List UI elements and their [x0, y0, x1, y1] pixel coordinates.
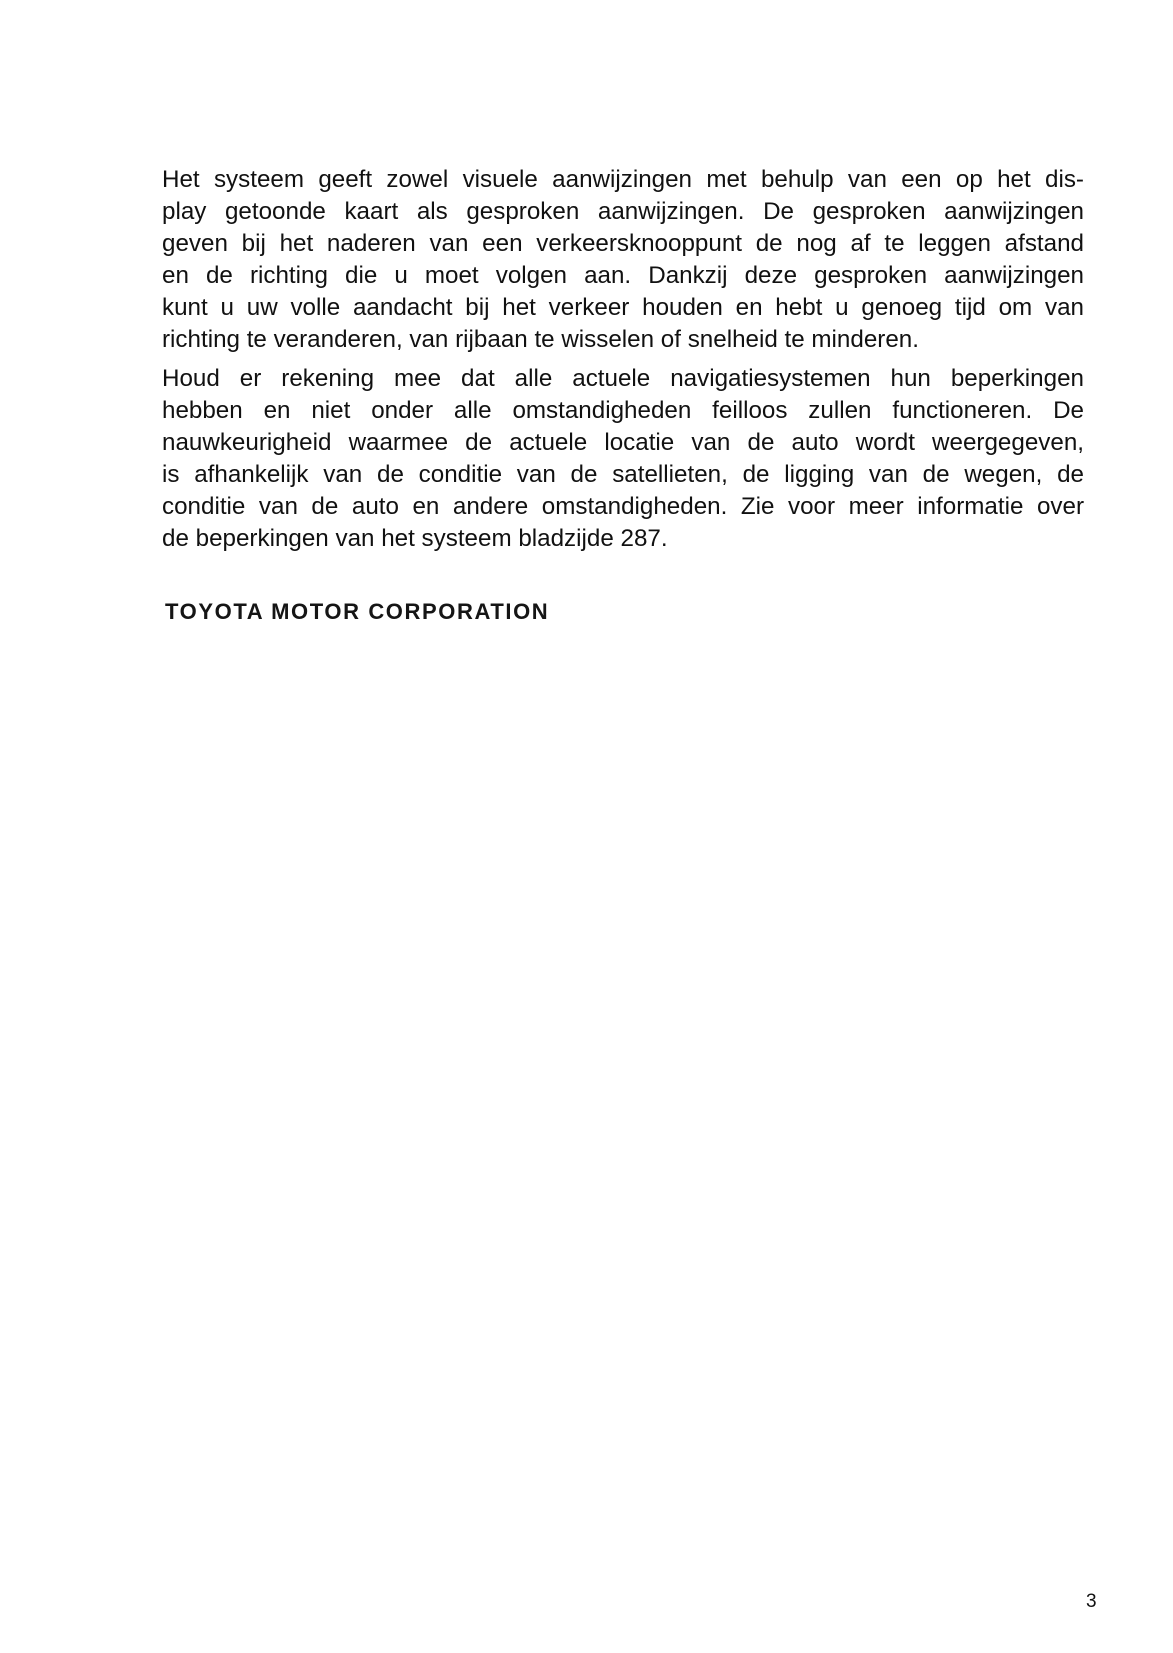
- page-number: 3: [1086, 1591, 1097, 1612]
- text-line: richting te veranderen, van rijbaan te wisselen of snelheid te minderen.: [162, 326, 919, 353]
- text-line: is afhankelijk van de conditie van de satellieten, de ligging van de wegen, de: [162, 461, 1084, 488]
- text-line: kunt u uw volle aandacht bij het verkeer houden en hebt u genoeg tijd om van: [162, 294, 1084, 321]
- text-line: en de richting die u moet volgen aan. Dankzij deze gesproken aanwijzingen: [162, 262, 1084, 289]
- text-line: nauwkeurigheid waarmee de actuele locatie van de auto wordt weergegeven,: [162, 429, 1084, 456]
- text-line: Het systeem geeft zowel visuele aanwijzingen met behulp van een op het dis-: [162, 166, 1084, 193]
- text-line: play getoonde kaart als gesproken aanwijzingen. De gesproken aanwijzingen: [162, 198, 1084, 225]
- paragraph-system-limitations: [162, 363, 1084, 555]
- paragraph-navigation-guidance: [162, 164, 1084, 356]
- text-line: conditie van de auto en andere omstandigheden. Zie voor meer informatie over: [162, 493, 1084, 520]
- text-line: Houd er rekening mee dat alle actuele navigatiesystemen hun beperkingen: [162, 365, 1084, 392]
- text-line: geven bij het naderen van een verkeersknooppunt de nog af te leggen afstand: [162, 230, 1084, 257]
- company-name: TOYOTA MOTOR CORPORATION: [165, 599, 550, 624]
- body-text: [162, 164, 1084, 555]
- text-line: de beperkingen van het systeem bladzijde 287.: [162, 525, 668, 552]
- paragraph-spacer: [162, 356, 1084, 363]
- text-line: hebben en niet onder alle omstandigheden feilloos zullen functioneren. De: [162, 397, 1084, 424]
